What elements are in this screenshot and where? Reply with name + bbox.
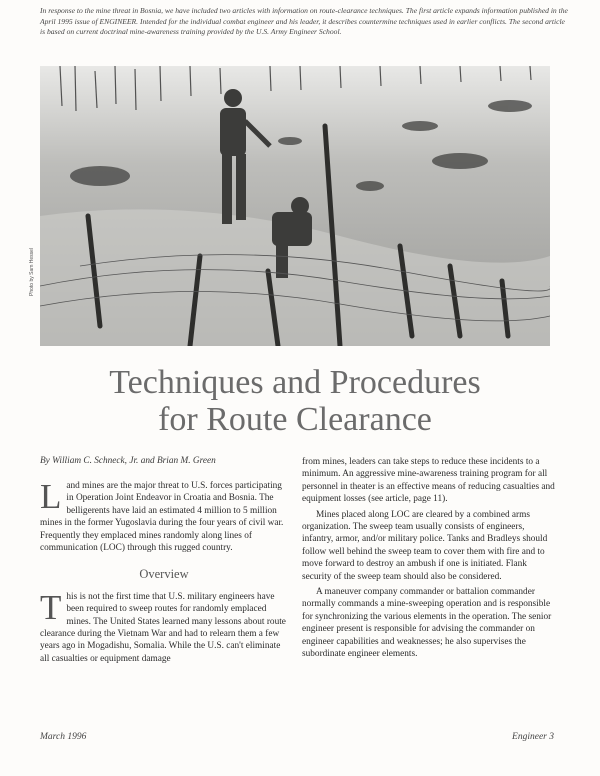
right-column (302, 456, 556, 664)
photo-credit: Photo by Sam Hessel (29, 247, 35, 296)
intro-note: In response to the mine threat in Bosnia, we have included two articles with information on route-clearance techniques. The first article expands information published in the April 1995 issue of ENGINEER. Intended for the individual combat engineer and his leader, it describes countermine techniques used in earlier conflicts. The second article is based on current doctrinal mine-awareness training provided by the U.S. Army Engineer School. (40, 6, 568, 37)
footer-page: Engineer 3 (512, 732, 554, 742)
article-title (40, 364, 550, 438)
right-paragraph-1: from mines, leaders can take steps to reduce these incidents to a minimum. An aggressive mine-awareness training program for all personnel in theater is an effective means of reducing casualties and equipment losses (see article, page 11). (302, 457, 555, 505)
right-paragraph-3: A maneuver company commander or battalion commander normally commands a mine-sweeping operation and is responsible for synchronizing the various elements in the operation. The senior engineer present is responsible for advising the commander on engineer capabilities and weaknesses; he also supervises the subordinate engineer elements. (302, 587, 552, 660)
left-paragraph-2 (40, 587, 288, 665)
left-paragraph-1-text: and mines are the major threat to U.S. forces participating in Operation Joint Endeavor in Croatia and Bosnia. The belligerents have laid an estimated 4 million to 5 million mines in the former Yugoslavia during the four years of civil war. Frequently they emplaced mines randomly along lines of communication (LOC) through this rugged country. (40, 481, 284, 554)
left-paragraph-1 (40, 477, 288, 554)
title-line-2: for Route Clearance (158, 401, 432, 438)
footer-date: March 1996 (40, 732, 87, 742)
byline: By William C. Schneck, Jr. and Brian M. Green (40, 456, 216, 466)
left-paragraph-2-text: his is not the first time that U.S. military engineers have been required to sweep routes for randomly emplaced mines. The United States learned many lessons about route clearance during the Vietnam War and had to relearn them a few years ago in Mogadishu, Somalia. While the U.S. can't eliminate all casualties or equipment damage (40, 591, 286, 664)
article-photo (40, 66, 550, 346)
photo-scene (40, 66, 550, 346)
title-line-1: Techniques and Procedures (109, 364, 481, 401)
section-heading-overview: Overview (139, 567, 189, 582)
left-column (40, 477, 288, 668)
right-paragraph-2: Mines placed along LOC are cleared by a combined arms organization. The sweep team usually consists of engineers, infantry, armor, and/or military police. Tanks and Bradleys should follow well behind the sweep team to cover them with fire and to move forward to destroy an ambush if one is initiated. Flank security of the sweep team should also be considered. (302, 509, 548, 582)
drop-cap: T (40, 587, 62, 627)
drop-cap: L (40, 477, 62, 516)
